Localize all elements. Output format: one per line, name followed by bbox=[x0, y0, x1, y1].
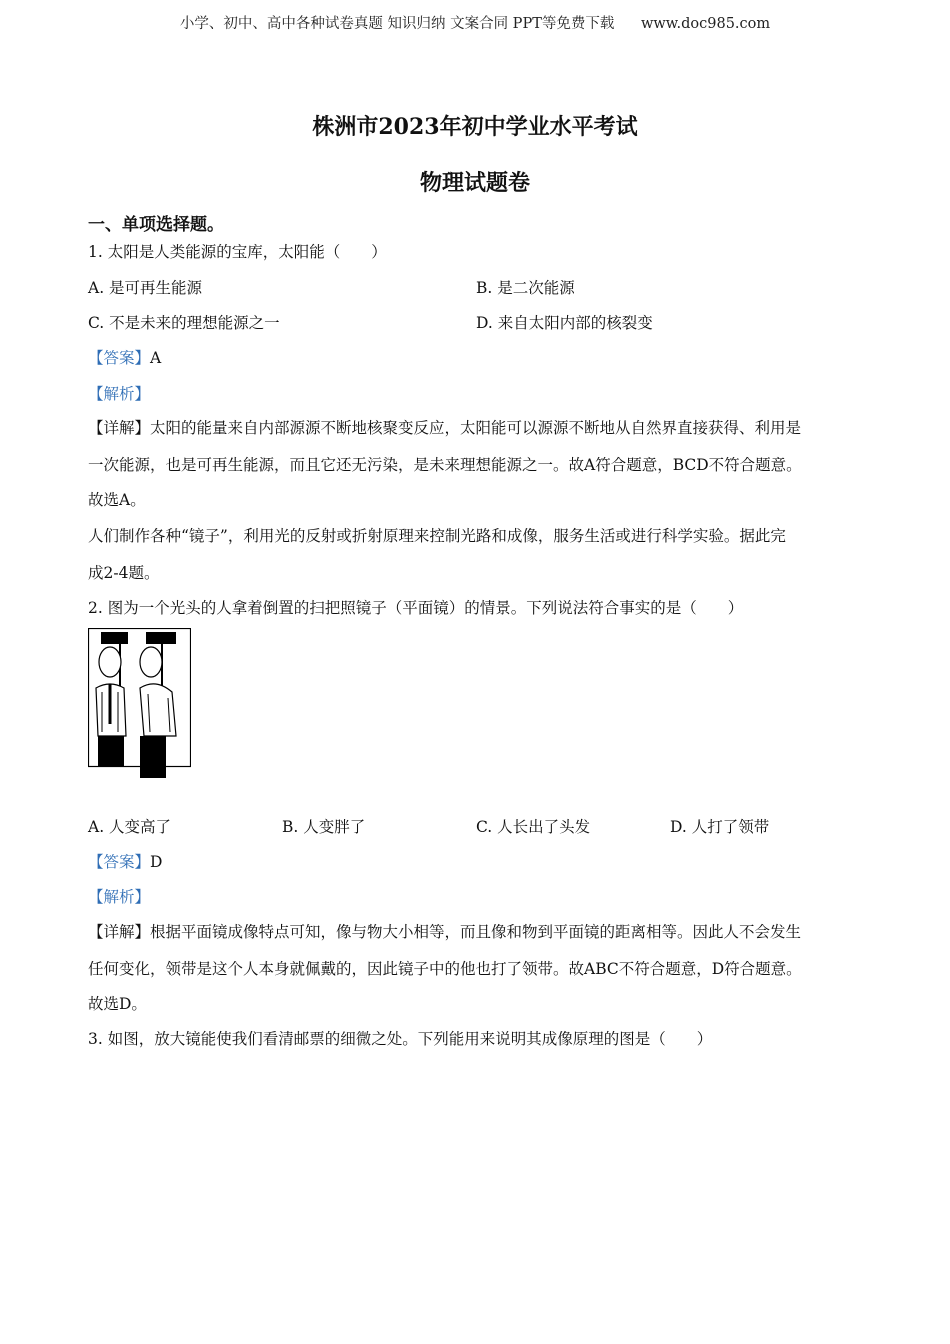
q2-option-a: A. 人变高了 bbox=[88, 818, 172, 836]
q2-detail-line2: 任何变化，领带是这个人本身就佩戴的，因此镜子中的他也打了领带。故ABC不符合题意，D符合题意。 bbox=[88, 960, 802, 978]
detail-tag: 【详解】 bbox=[88, 923, 151, 941]
q2-analysis-tag: 【解析】 bbox=[88, 888, 151, 906]
answer-value: D bbox=[150, 853, 163, 871]
page-header bbox=[0, 12, 950, 33]
q1-detail-line2: 一次能源，也是可再生能源，而且它还无污染，是未来理想能源之一。故A符合题意，BCD不符合题意。 bbox=[88, 456, 802, 474]
exam-title: 株洲市2023年初中学业水平考试 bbox=[312, 114, 638, 140]
q2-option-b: B. 人变胖了 bbox=[282, 818, 366, 836]
q2-stem: 2. 图为一个光头的人拿着倒置的扫把照镜子（平面镜）的情景。下列说法符合事实的是（ ） bbox=[88, 599, 744, 617]
q1-stem: 1. 太阳是人类能源的宝库，太阳能（ ） bbox=[88, 243, 387, 261]
q2-option-d: D. 人打了领带 bbox=[670, 818, 770, 836]
header-text: 小学、初中、高中各种试卷真题 知识归纳 文案合同 PPT等免费下载 bbox=[179, 16, 615, 32]
q2-answer bbox=[88, 850, 162, 872]
answer-tag: 【答案】 bbox=[88, 853, 151, 871]
detail-text: 太阳的能量来自内部源源不断地核聚变反应，太阳能可以源源不断地从自然界直接获得、利用是 bbox=[150, 419, 802, 437]
intro-line2: 成2-4题。 bbox=[88, 564, 160, 582]
q2-detail-line1 bbox=[88, 920, 801, 942]
q1-option-d: D. 来自太阳内部的核裂变 bbox=[476, 314, 653, 332]
mirror-figure bbox=[88, 628, 191, 768]
q2-option-c: C. 人长出了头发 bbox=[476, 818, 591, 836]
q1-analysis-tag: 【解析】 bbox=[88, 385, 151, 403]
header-site[interactable]: www.doc985.com bbox=[640, 16, 771, 32]
section-heading: 一、单项选择题。 bbox=[88, 215, 224, 235]
q1-option-c: C. 不是未来的理想能源之一 bbox=[88, 314, 280, 332]
q3-stem: 3. 如图，放大镜能使我们看清邮票的细微之处。下列能用来说明其成像原理的图是（ ） bbox=[88, 1030, 713, 1048]
mirror-illustration bbox=[88, 628, 191, 780]
answer-value: A bbox=[150, 349, 162, 367]
q2-detail-line3: 故选D。 bbox=[88, 995, 147, 1013]
q1-answer bbox=[88, 346, 161, 368]
q1-detail-line3: 故选A。 bbox=[88, 491, 146, 509]
exam-subtitle: 物理试题卷 bbox=[419, 170, 530, 196]
detail-text: 根据平面镜成像特点可知，像与物大小相等，而且像和物到平面镜的距离相等。因此人不会发生 bbox=[150, 923, 802, 941]
detail-tag: 【详解】 bbox=[88, 419, 151, 437]
q1-detail-line1 bbox=[88, 416, 801, 438]
q1-option-a: A. 是可再生能源 bbox=[88, 279, 203, 297]
answer-tag: 【答案】 bbox=[88, 349, 151, 367]
intro-line1: 人们制作各种“镜子”，利用光的反射或折射原理来控制光路和成像，服务生活或进行科学实验。据此完 bbox=[88, 527, 786, 545]
q1-option-b: B. 是二次能源 bbox=[476, 279, 575, 297]
